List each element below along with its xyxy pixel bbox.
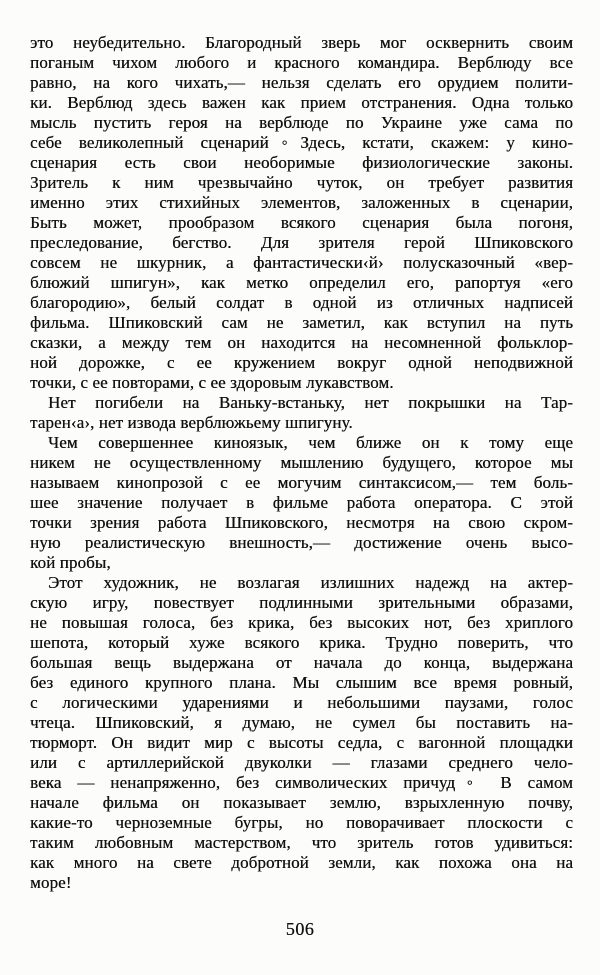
text-line: тюрморт. Он видит мир с высоты седла, с вагонной площадки xyxy=(30,733,573,752)
text-line: совсем не шкурник, а фантастически‹й› полусказочный «вер- xyxy=(30,253,573,272)
text-line: чтеца. Шпиковский, я думаю, не сумел бы поставить на- xyxy=(30,713,573,732)
text-line: фильма. Шпиковский сам не заметил, как вступил на путь xyxy=(30,313,573,332)
text-line: как много на свете добротной земли, как похожа она на xyxy=(30,853,573,872)
text-line: скую игру, повествует подлинными зрительными образами, xyxy=(30,593,573,612)
text-line: большая вещь выдержана от начала до конца, выдержана xyxy=(30,653,573,672)
text-line: поганым чихом любого и красного командира. Верблюду все xyxy=(30,53,573,72)
text-line: ки. Верблюд здесь важен как прием отстранения. Одна только xyxy=(30,93,573,112)
text-line: Нет погибели на Ваньку-встаньку, нет покрышки на Тар- xyxy=(48,393,573,412)
text-line: Быть может, прообразом всякого сценария была погоня, xyxy=(30,213,573,232)
text-line: какие-то черноземные бугры, но поворачивает плоскости с xyxy=(30,813,573,832)
text-line: ной дорожке, с ее кружением вокруг одной неподвижной xyxy=(30,353,573,372)
text-line: Зритель к ним чрезвычайно чуток, он требует развития xyxy=(30,173,573,192)
text-line: Чем совершеннее киноязык, чем ближе он к тому еще xyxy=(48,433,573,452)
text-line: сказки, а между тем он находится на несомненной фольклор- xyxy=(30,333,573,352)
text-line: мысль пустить героя на верблюде по Украине уже сама по xyxy=(30,113,573,132)
text-line: века — ненапряженно, без символических причуд◦ В самом xyxy=(30,773,573,792)
text-line: блюжий шпигун», как метко определил его, рапортуя «его xyxy=(30,273,573,292)
text-line: тарен‹а›, нет извода верблюжьему шпигуну. xyxy=(30,413,353,432)
text-line: таким любовным мастерством, что зритель готов удивиться: xyxy=(30,833,573,852)
text-line: себе великолепный сценарий◦Здесь, кстати, скажем: у кино- xyxy=(30,133,573,152)
text-line: с логическими ударениями и небольшими паузами, голос xyxy=(30,693,573,712)
text-line: точки зрения работа Шпиковского, несмотря на свою скром- xyxy=(30,513,573,532)
text-line: сценария есть свои необоримые физиологические законы. xyxy=(30,153,573,172)
text-line: преследование, бегство. Для зрителя герой Шпиковского xyxy=(30,233,573,252)
text-line: без единого крупного плана. Мы слышим все время ровный, xyxy=(30,673,573,692)
text-line: никем не осуществленному мышлению будущего, которое мы xyxy=(30,453,573,472)
text-line: называем кинопрозой с ее могучим синтаксисом,— тем боль- xyxy=(30,473,573,492)
text-line: именно этих стихийных элементов, заложенных в сценарии, xyxy=(30,193,573,212)
text-line: или с артиллерийской двуколки — глазами среднего чело- xyxy=(30,753,573,772)
text-line: благородию», белый солдат в одной из отличных надписей xyxy=(30,293,573,312)
text-line: не повышая голоса, без крика, без высоких нот, без хриплого xyxy=(30,613,573,632)
text-line: море! xyxy=(30,873,72,892)
text-line: кой пробы, xyxy=(30,553,111,572)
text-line: начале фильма он показывает землю, взрыхленную почву, xyxy=(30,793,573,812)
text-line: шее значение получает в фильме работа оператора. С этой xyxy=(30,493,573,512)
text-line: точки, с ее повторами, с ее здоровым лукавством. xyxy=(30,373,394,392)
text-line: Этот художник, не возлагая излишних надежд на актер- xyxy=(48,573,573,592)
text-line: ную реалистическую внешность,— достижение очень высо- xyxy=(30,533,573,552)
text-line: шепота, который хуже всякого крика. Трудно поверить, что xyxy=(30,633,573,652)
page-number: 506 xyxy=(285,919,315,939)
text-line: это неубедительно. Благородный зверь мог осквернить своим xyxy=(30,33,573,52)
text-line: равно, на кого чихать,— нельзя сделать его орудием полити- xyxy=(30,73,573,92)
text-block xyxy=(30,33,573,893)
